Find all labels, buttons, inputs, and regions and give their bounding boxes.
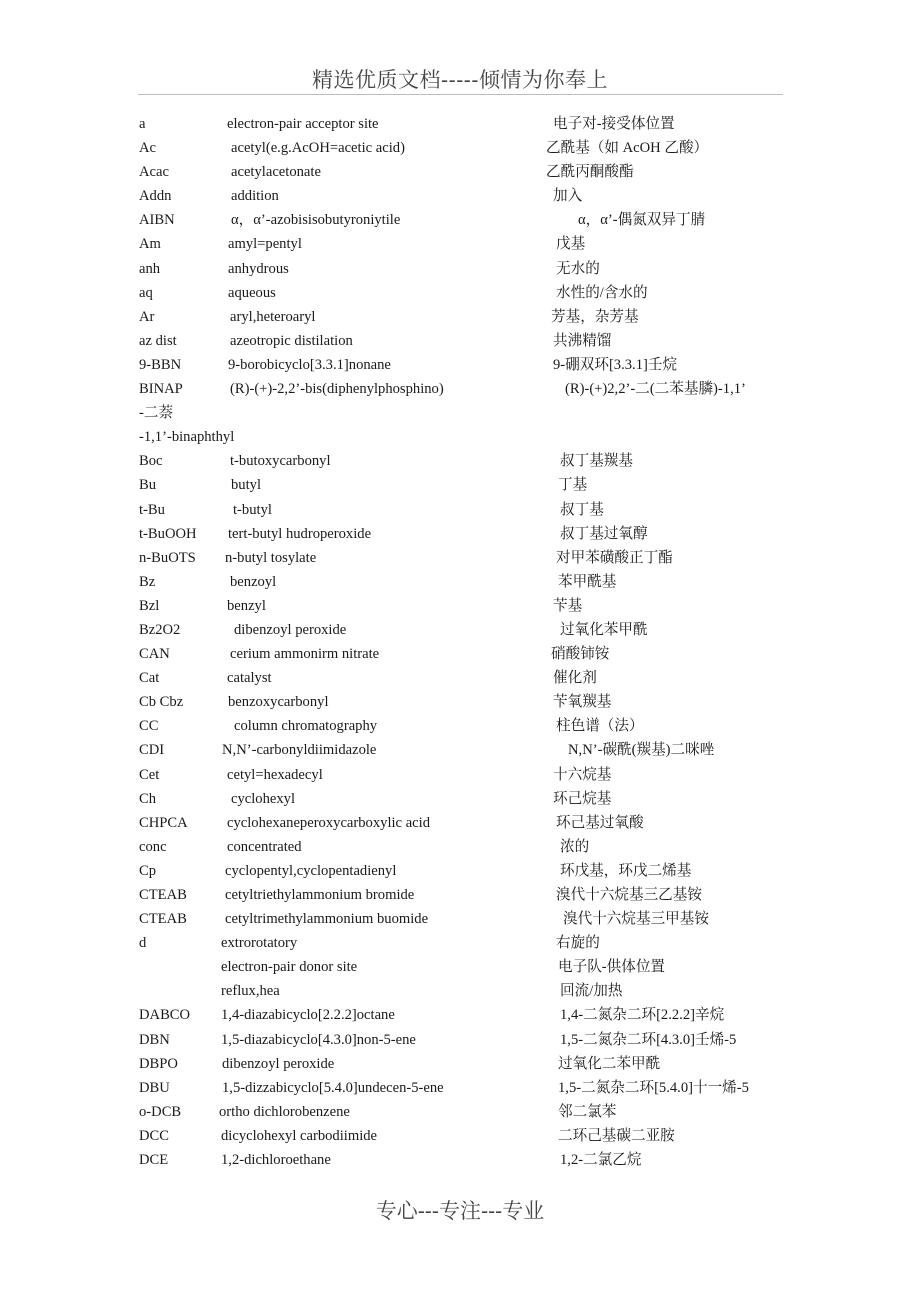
abbreviation: Bzl [139,597,160,614]
list-item [0,548,920,572]
abbreviation: t-BuOOH [139,525,197,542]
english-term: cyclopentyl,cyclopentadienyl [225,862,397,879]
abbreviation: Acac [139,164,169,181]
chinese-term: 对甲苯磺酸正丁酯 [556,549,673,566]
english-term: aryl,heteroaryl [230,308,316,325]
english-term: 1,4-diazabicyclo[2.2.2]octane [221,1007,395,1024]
english-term: dibenzoyl peroxide [234,621,347,638]
chinese-term: 回流/加热 [560,983,623,1000]
chinese-term: 环戊基，环戊二烯基 [560,862,692,879]
list-item [0,716,920,740]
abbreviation: conc [139,838,167,855]
english-term: cyclohexyl [231,790,296,807]
english-term: cetyltrimethylammonium buomide [225,911,429,928]
english-term: column chromatography [234,718,378,735]
chinese-term: 乙酰基（如 AcOH 乙酸） [546,140,709,157]
list-item [0,692,920,716]
chinese-term: 电子对-接受体位置 [553,116,675,132]
english-term: dibenzoyl peroxide [222,1055,335,1072]
english-term: electron-pair donor site [221,959,358,976]
abbreviation: Ar [139,308,155,325]
english-term: 1,5-diazabicyclo[4.3.0]non-5-ene [221,1031,416,1048]
english-term: acetyl(e.g.AcOH=acetic acid) [231,140,405,157]
list-item [0,861,920,885]
list-item [0,740,920,764]
english-term: benzoyl [230,573,277,590]
chinese-term: N,N’-碳酰(羰基)二咪唑 [568,742,715,759]
chinese-term: 叔丁基 [560,501,604,518]
page-header: 精选优质文档-----倾情为你奉上 [312,68,608,92]
abbreviation: DBU [139,1079,170,1096]
chinese-term: 1,5-二氮杂二环[5.4.0]十一烯-5 [558,1079,749,1096]
list-item [0,331,920,355]
chinese-term: 加入 [553,188,583,205]
abbreviation: t-Bu [139,501,165,518]
list-item [0,379,920,403]
chinese-term: 芳基，杂芳基 [551,308,639,325]
english-term: tert-butyl hudroperoxide [228,525,372,542]
english-term: t-butyl [233,501,272,518]
header-divider [138,94,783,95]
english-term: aqueous [228,284,276,301]
english-term: 1,2-dichloroethane [221,1152,331,1169]
english-term: t-butoxycarbonyl [230,453,331,470]
english-term: 9-borobicyclo[3.3.1]nonane [228,356,391,373]
list-item [0,1054,920,1078]
abbreviation: n-BuOTS [139,549,196,566]
list-item [0,162,920,186]
list-item [0,596,920,620]
english-term: butyl [231,477,261,494]
abbreviation: DCC [139,1127,170,1144]
abbreviation: aq [139,284,153,301]
list-item [0,234,920,258]
english-term: cerium ammonirm nitrate [230,646,380,663]
chinese-term: 水性的/含水的 [556,284,648,301]
list-item [0,138,920,162]
list-item [0,933,920,957]
english-term: concentrated [227,838,302,855]
english-term: extrorotatory [221,935,298,952]
abbreviation: CAN [139,646,170,663]
chinese-term: 溴代十六烷基三甲基铵 [563,911,709,928]
abbreviation: CTEAB [139,911,187,928]
list-item [0,813,920,837]
abbreviation: CTEAB [139,887,187,903]
abbreviation: a [139,116,146,132]
abbreviation: DCE [139,1152,169,1169]
list-item [0,210,920,234]
english-term: anhydrous [228,260,289,277]
abbreviation: Cat [139,670,160,687]
list-item [0,1030,920,1054]
list-item [0,524,920,548]
chinese-term: 浓的 [560,838,590,855]
list-item [0,427,920,451]
list-item [0,1078,920,1102]
abbreviation: Cb Cbz [139,694,184,711]
chinese-term: 无水的 [556,260,600,277]
abbreviation-continued: -二萘 [139,405,174,422]
list-item [0,668,920,692]
abbreviation: Cp [139,862,157,879]
list-item [0,789,920,813]
chinese-term: 十六烷基 [553,766,612,783]
chinese-term: 苯甲酰基 [558,573,617,590]
chinese-term: 叔丁基羰基 [560,453,633,470]
abbreviation: CDI [139,742,165,759]
chinese-term: 共沸精馏 [553,332,612,349]
english-term: azeotropic distilation [230,332,353,349]
list-item [0,451,920,475]
abbreviation: Ac [139,140,157,157]
page-footer: 专心---专注---专业 [375,1199,545,1223]
chinese-term: 硝酸铈铵 [551,646,610,663]
english-term: benzyl [227,597,266,614]
chinese-term: 环己烷基 [553,790,612,807]
abbreviation: Cet [139,766,160,783]
english-term: amyl=pentyl [228,236,302,253]
chinese-term: 叔丁基过氧醇 [560,525,648,542]
abbreviation: Bu [139,477,157,494]
chinese-term: 电子队-供体位置 [558,959,666,976]
chinese-term: 乙酰丙酮酸酯 [546,164,634,181]
chinese-term: 过氧化二苯甲酰 [558,1055,661,1072]
list-item [0,837,920,861]
list-item [0,1150,920,1174]
chinese-term: 1,4-二氮杂二环[2.2.2]辛烷 [560,1007,725,1024]
list-item [0,909,920,933]
abbreviation: CC [139,718,159,735]
list-item [0,114,920,138]
chinese-term: 过氧化苯甲酰 [560,621,648,638]
list-item [0,1102,920,1126]
list-item [0,475,920,499]
abbreviation-continued: -1,1’-binaphthyl [139,429,235,446]
english-term: addition [231,188,279,205]
list-item [0,259,920,283]
abbreviation: az dist [139,332,177,349]
english-term: cyclohexaneperoxycarboxylic acid [227,814,430,831]
list-item [0,957,920,981]
abbreviation: DABCO [139,1007,191,1024]
english-term: n-butyl tosylate [225,549,317,566]
chinese-term: 苄氧羰基 [553,694,612,711]
abbreviation: CHPCA [139,814,188,831]
list-item [0,644,920,668]
abbreviation: Addn [139,188,172,205]
list-item [0,765,920,789]
english-term: cetyl=hexadecyl [227,766,323,783]
english-term: ortho dichlorobenzene [219,1103,350,1120]
list-item [0,620,920,644]
list-item [0,1005,920,1029]
chinese-term: 邻二氯苯 [558,1103,617,1120]
english-term: α，α’-azobisisobutyroniytile [231,212,401,229]
english-term: reflux,hea [221,983,280,1000]
chinese-term: (R)-(+)2,2’-二(二苯基膦)-1,1’ [565,381,746,398]
abbreviation: 9-BBN [139,356,182,373]
abbreviation: Boc [139,453,163,470]
abbreviation: Bz2O2 [139,621,181,638]
english-term: benzoxycarbonyl [228,694,329,711]
chinese-term: 二环己基碳二亚胺 [558,1127,675,1144]
chinese-term: 1,2-二氯乙烷 [560,1152,642,1169]
abbreviation: Bz [139,573,156,590]
english-term: catalyst [227,670,272,687]
list-item [0,981,920,1005]
english-term: 1,5-dizzabicyclo[5.4.0]undecen-5-ene [222,1079,444,1096]
chinese-term: 1,5-二氮杂二环[4.3.0]壬烯-5 [560,1031,737,1048]
english-term: electron-pair acceptor site [227,116,379,132]
abbreviation: DBPO [139,1055,178,1072]
list-item [0,186,920,210]
english-term: acetylacetonate [231,164,321,181]
abbreviation: AIBN [139,212,175,229]
chinese-term: 丁基 [558,477,588,494]
list-item [0,307,920,331]
chinese-term: 9-硼双环[3.3.1]壬烷 [553,356,678,373]
abbreviation: Ch [139,790,157,807]
abbreviation-list [0,114,920,1174]
list-item [0,1126,920,1150]
chinese-term: 环己基过氧酸 [556,814,644,831]
chinese-term: 苄基 [553,597,583,614]
abbreviation: d [139,935,147,952]
abbreviation: anh [139,260,161,277]
chinese-term: 戊基 [556,236,586,253]
english-term: dicyclohexyl carbodiimide [221,1127,378,1144]
abbreviation: BINAP [139,381,183,398]
english-term: cetyltriethylammonium bromide [225,887,415,903]
english-term: (R)-(+)-2,2’-bis(diphenylphosphino) [230,381,444,398]
abbreviation: DBN [139,1031,170,1048]
chinese-term: α，α’-偶氮双异丁腈 [578,212,706,229]
english-term: N,N’-carbonyldiimidazole [222,742,377,759]
list-item [0,885,920,909]
list-item [0,403,920,427]
chinese-term: 右旋的 [556,935,600,952]
chinese-term: 柱色谱（法） [556,718,644,735]
list-item [0,355,920,379]
list-item [0,283,920,307]
chinese-term: 催化剂 [553,670,597,687]
abbreviation: o-DCB [139,1103,182,1120]
list-item [0,500,920,524]
chinese-term: 溴代十六烷基三乙基铵 [556,887,702,903]
list-item [0,572,920,596]
abbreviation: Am [139,236,161,253]
